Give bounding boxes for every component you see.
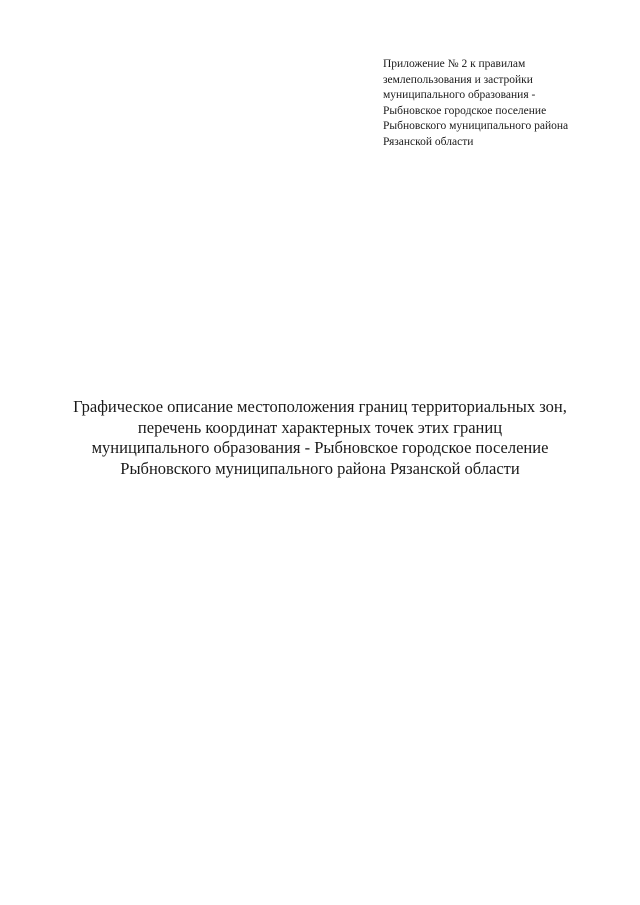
document-title-line: муниципального образования - Рыбновское городское поселение	[91, 438, 549, 457]
appendix-note-line: Рыбновское городское поселение	[383, 104, 547, 117]
appendix-note-line: муниципального образования -	[383, 89, 536, 102]
appendix-note	[383, 57, 633, 151]
appendix-note-line: землепользования и застройки	[383, 73, 533, 86]
appendix-note-line: Рыбновского муниципального района	[383, 120, 569, 133]
document-title-line: Графическое описание местоположения границ территориальных зон,	[73, 397, 567, 416]
document-title-line: перечень координат характерных точек этих границ	[137, 417, 503, 437]
appendix-note-line: Приложение № 2 к правилам	[383, 58, 526, 70]
document-title-line: Рыбновского муниципального района Рязанской области	[120, 458, 520, 478]
document-title	[40, 397, 600, 479]
appendix-note-line: Рязанской области	[383, 135, 474, 148]
